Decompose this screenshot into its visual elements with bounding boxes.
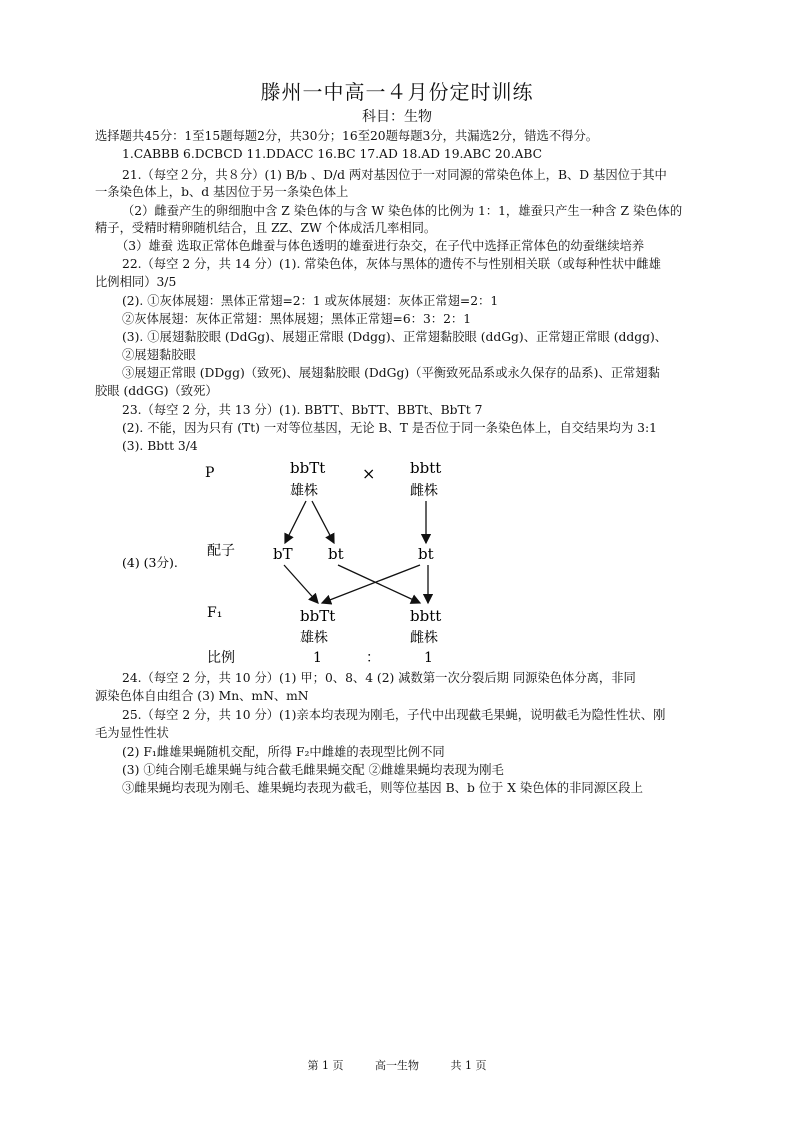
f1-label: F₁ <box>207 605 223 621</box>
text-line: 毛为显性性状 <box>95 726 169 740</box>
subject-line: 科目：生物 <box>362 109 432 125</box>
genetic-cross-diagram <box>0 455 794 685</box>
ratio-colon: ： <box>366 650 380 666</box>
footer-page-number: 第 1 页 <box>307 1059 344 1072</box>
arrow-line <box>285 501 306 543</box>
text-line: 精子，受精时精卵随机结合，且 ZZ、ZW 个体成活几率相同。 <box>95 221 437 235</box>
text-line: 源染色体自由组合 (3) Mn、mN、mN <box>95 689 309 703</box>
text-line: (3). Bbtt 3/4 <box>122 439 198 453</box>
text-line: ③展翅正常眼 (DDgg)（致死)、展翅黏胶眼 (DdGg)（平衡致死品系或永久保存的品系)、正常翅黏 <box>122 366 660 380</box>
offspring-bbTt-sex: 雄株 <box>300 630 328 646</box>
ratio-value-1: 1 <box>313 650 322 666</box>
text-line: ③雌果蝇均表现为刚毛、雄果蝇均表现为截毛，则等位基因 B、b 位于 X 染色体的非同源区段上 <box>122 781 643 795</box>
text-line: 选择题共45分：1至15题每题2分，共30分；16至20题每题3分，共漏选2分，错选不得分。 <box>95 129 599 143</box>
text-line: (3) ①纯合刚毛雄果蝇与纯合截毛雌果蝇交配 ②雌雄果蝇均表现为刚毛 <box>122 763 504 777</box>
arrow-line <box>322 565 420 603</box>
arrow-line <box>312 501 334 543</box>
parent-male-genotype: bbTt <box>290 459 326 477</box>
text-line: （3）雄蚕 选取正常体色雌蚕与体色透明的雄蚕进行杂交，在子代中选择正常体色的幼蚕继续培养 <box>116 239 645 253</box>
gamete-bT: bT <box>273 545 293 563</box>
text-line: ②灰体展翅：灰体正常翅：黑体展翅；黑体正常翅=6：3：2：1 <box>122 312 472 326</box>
gamete-bt-male: bt <box>328 545 344 563</box>
ratio-label: 比例 <box>207 650 235 666</box>
ratio-value-2: 1 <box>424 650 433 666</box>
text-line: 一条染色体上，b、d 基因位于另一条染色体上 <box>95 185 349 199</box>
offspring-bbtt-sex: 雌株 <box>410 630 438 646</box>
cross-symbol: × <box>362 464 376 483</box>
arrow-line <box>284 565 318 603</box>
text-line: (2). ①灰体展翅：黑体正常翅=2：1 或灰体展翅：灰体正常翅=2：1 <box>122 294 499 308</box>
p-label: P <box>205 465 215 481</box>
footer-course: 高一生物 <box>375 1059 419 1072</box>
gamete-bt-female: bt <box>418 545 434 563</box>
text-line: 21.（每空２分，共８分）(1) B/b 、D/d 两对基因位于一对同源的常染色体上，B、D 基因位于其中 <box>122 168 667 182</box>
text-line: 22.（每空 2 分，共 14 分）(1). 常染色体，灰体与黑体的遗传不与性别相关联（或每种性状中雌雄 <box>122 257 661 271</box>
text-line: （2）雌蚕产生的卵细胞中含 Z 染色体的与含 W 染色体的比例为 1：1，雄蚕只产生一种含 Z 染色体的 <box>122 204 683 218</box>
gamete-label: 配子 <box>207 543 235 559</box>
text-line: ②展翅黏胶眼 <box>122 348 196 362</box>
parent-male-sex: 雄株 <box>290 483 318 499</box>
text-line: 1.CABBB 6.DCBCD 11.DDACC 16.BC 17.AD 18.AD 19.ABC 20.ABC <box>122 147 543 161</box>
text-line: 24.（每空 2 分，共 10 分）(1) 甲；0、8、4 (2) 减数第一次分裂后期 同源染色体分离，非同 <box>122 671 636 685</box>
page-title: 滕州一中高一４月份定时训练 <box>260 80 534 104</box>
page-footer <box>0 1057 794 1073</box>
text-line: 胶眼 (ddGG)（致死） <box>95 384 218 398</box>
footer-total-pages: 共 1 页 <box>450 1059 487 1072</box>
text-line: 23.（每空 2 分，共 13 分）(1). BBTT、BbTT、BBTt、BbTt 7 <box>122 403 483 417</box>
offspring-bbtt: bbtt <box>410 607 442 625</box>
text-line: 比例相同）3/5 <box>95 275 177 289</box>
offspring-bbTt: bbTt <box>300 607 336 625</box>
part-4-label: (4) (3分). <box>122 555 178 570</box>
parent-female-sex: 雌株 <box>410 483 438 499</box>
arrow-line <box>338 565 420 603</box>
text-line: (2). 不能，因为只有 (Tt) 一对等位基因，无论 B、T 是否位于同一条染色体上，自交结果均为 3:1 <box>122 421 657 435</box>
text-line: (3). ①展翅黏胶眼 (DdGg)、展翅正常眼 (Ddgg)、正常翅黏胶眼 (ddGg)、正常翅正常眼 (ddgg)、 <box>122 330 668 344</box>
text-line: (2) F₁雌雄果蝇随机交配，所得 F₂中雌雄的表现型比例不同 <box>122 745 445 759</box>
parent-female-genotype: bbtt <box>410 459 442 477</box>
text-line: 25.（每空 2 分，共 10 分）(1)亲本均表现为刚毛，子代中出现截毛果蝇，说明截毛为隐性性状、刚 <box>122 708 666 722</box>
